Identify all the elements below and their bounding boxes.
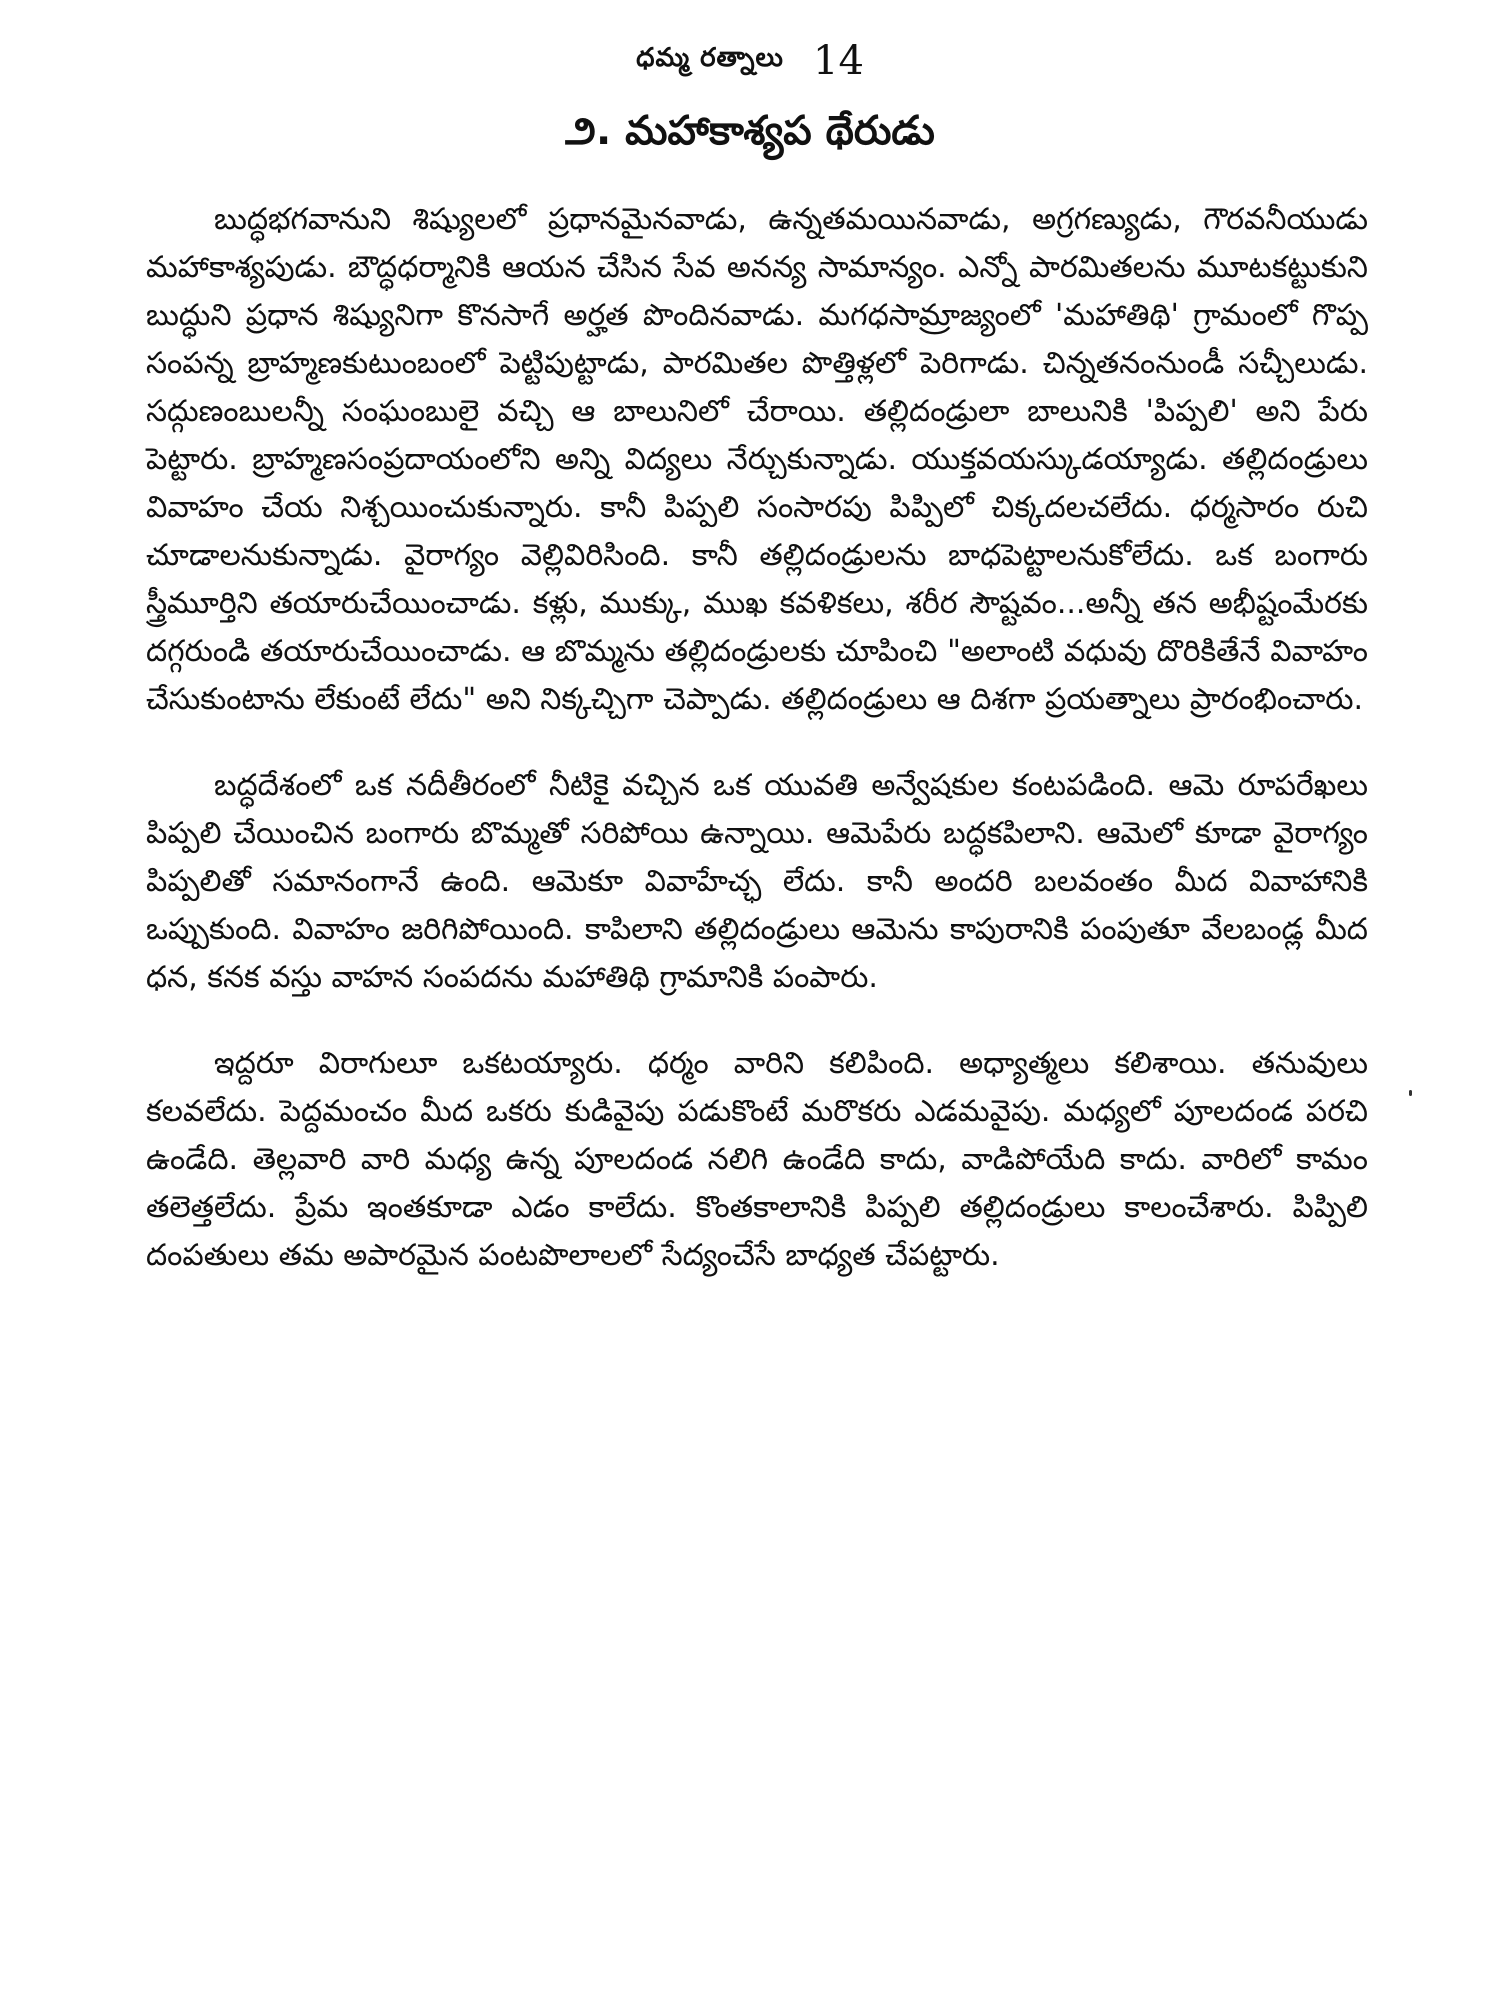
running-header <box>0 38 1500 84</box>
paragraph-2: బద్ధదేశంలో ఒక నదీతీరంలో నీటికై వచ్చిన ఒక యువతి అన్వేషకుల కంటపడింది. ఆమె రూపరేఖలు పిప్పలి చేయించిన బంగారు బొమ్మతో సరిపోయి ఉన్నాయి. ఆమెపేరు బద్ధకపిలాని. ఆమెలో కూడా వైరాగ్యం పిప్పలితో సమానంగానే ఉంది. ఆమెకూ వివాహేచ్ఛ లేదు. కానీ అందరి బలవంతం మీద వివాహానికి ఒప్పుకుంది. వివాహం జరిగిపోయింది. కాపిలాని తల్లిదండ్రులు ఆమెను కాపురానికి పంపుతూ వేలబండ్ల మీద ధన, కనక వస్తు వాహన సంపదను మహాతిథి గ్రామానికి పంపారు. <box>146 768 1368 995</box>
scan-speck <box>1409 1090 1412 1096</box>
chapter-title: ౨. మహాకాశ్యప థేరుడు <box>565 108 935 154</box>
running-title: ధమ్మ రత్నాలు <box>636 43 784 73</box>
paragraph-1: బుద్ధభగవానుని శిష్యులలో ప్రధానమైనవాడు, ఉన్నతమయినవాడు, అగ్రగణ్యుడు, గౌరవనీయుడు మహాకాశ్యపుడు. బౌద్ధధర్మానికి ఆయన చేసిన సేవ అనన్య సామాన్యం. ఎన్నో పారమితలను మూటకట్టుకుని బుద్ధుని ప్రధాన శిష్యునిగా కొనసాగే అర్హత పొందినవాడు. మగధసామ్రాజ్యంలో 'మహాతిథి' గ్రామంలో గొప్ప సంపన్న బ్రాహ్మణకుటుంబంలో పెట్టిపుట్టాడు, పారమితల పొత్తిళ్లలో పెరిగాడు. చిన్నతనంనుండీ సచ్చీలుడు. సద్గుణంబులన్నీ సంఘంబులై వచ్చి ఆ బాలునిలో చేరాయి. తల్లిదండ్రులా బాలునికి 'పిప్పలి' అని పేరు పెట్టారు. బ్రాహ్మణసంప్రదాయంలోని అన్ని విద్యలు నేర్చుకున్నాడు. యుక్తవయస్కుడయ్యాడు. తల్లిదండ్రులు వివాహం చేయ నిశ్చయించుకున్నారు. కానీ పిప్పలి సంసారపు పిప్పిలో చిక్కదలచలేదు. ధర్మసారం రుచి చూడాలనుకున్నాడు. వైరాగ్యం వెల్లివిరిసింది. కానీ తల్లిదండ్రులను బాధపెట్టాలనుకోలేదు. ఒక బంగారు స్త్రీమూర్తిని తయారుచేయించాడు. కళ్లు, ముక్కు, ముఖ కవళికలు, శరీర సౌష్టవం...అన్నీ తన అభీష్టంమేరకు దగ్గరుండి తయారుచేయించాడు. ఆ బొమ్మను తల్లిదండ్రులకు చూపించి "అలాంటి వధువు దొరికితేనే వివాహం చేసుకుంటాను లేకుంటే లేదు" అని నిక్కచ్చిగా చెప్పాడు. తల్లిదండ్రులు ఆ దిశగా ప్రయత్నాలు ప్రారంభించారు. <box>146 202 1368 717</box>
body-text <box>146 196 1368 1318</box>
page-number: 14 <box>813 38 864 84</box>
paragraph-3: ఇద్దరూ విరాగులూ ఒకటయ్యారు. ధర్మం వారిని కలిపింది. అధ్యాత్మలు కలిశాయి. తనువులు కలవలేదు. పెద్దమంచం మీద ఒకరు కుడివైపు పడుకొంటే మరొకరు ఎడమవైపు. మధ్యలో పూలదండ పరచి ఉండేది. తెల్లవారి వారి మధ్య ఉన్న పూలదండ నలిగి ఉండేది కాదు, వాడిపోయేది కాదు. వారిలో కామం తలెత్తలేదు. ప్రేమ ఇంతకూడా ఎడం కాలేదు. కొంతకాలానికి పిప్పలి తల్లిదండ్రులు కాలంచేశారు. పిప్పిలి దంపతులు తమ అపారమైన పంటపొలాలలో సేద్యంచేసే బాధ్యత చేపట్టారు. <box>146 1046 1368 1273</box>
